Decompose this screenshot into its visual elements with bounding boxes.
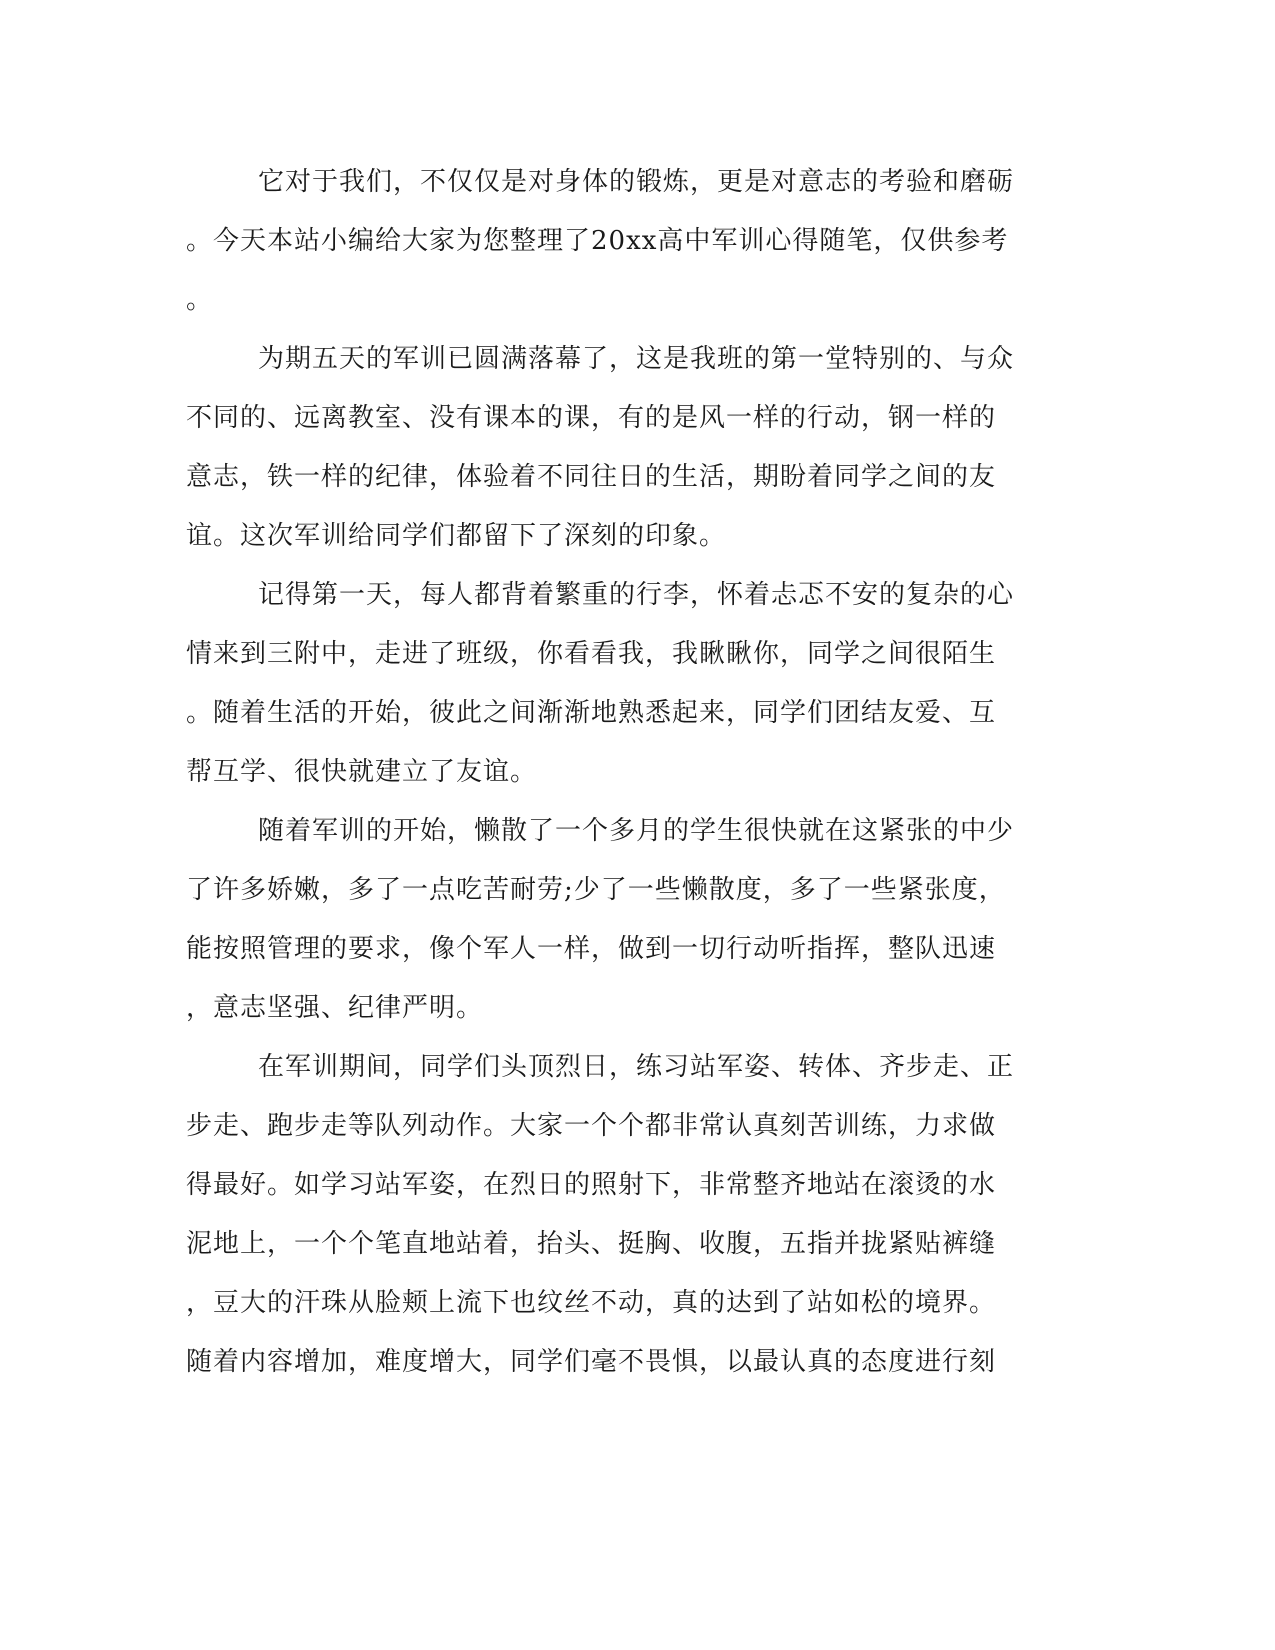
- text-line: 记得第一天，每人都背着繁重的行李，怀着忐忑不安的复杂的心: [258, 580, 1015, 610]
- text-line: 意志，铁一样的纪律，体验着不同往日的生活，期盼着同学之间的友: [186, 462, 997, 492]
- text-line: 。今天本站小编给大家为您整理了20xx高中军训心得随笔，仅供参考: [186, 226, 1009, 256]
- text-line: 它对于我们，不仅仅是对身体的锻炼，更是对意志的考验和磨砺: [258, 167, 1015, 197]
- text-line: 在军训期间，同学们头顶烈日，练习站军姿、转体、齐步走、正: [258, 1052, 1015, 1082]
- text-line: 能按照管理的要求，像个军人一样，做到一切行动听指挥，整队迅速: [186, 934, 997, 964]
- text-line: 步走、跑步走等队列动作。大家一个个都非常认真刻苦训练，力求做: [186, 1111, 997, 1141]
- text-line: 。随着生活的开始，彼此之间渐渐地熟悉起来，同学们团结友爱、互: [186, 698, 997, 728]
- text-line: 随着内容增加，难度增大，同学们毫不畏惧，以最认真的态度进行刻: [186, 1347, 997, 1377]
- text-line: 了许多娇嫩，多了一点吃苦耐劳;少了一些懒散度，多了一些紧张度，: [186, 875, 1006, 905]
- text-line: 帮互学、很快就建立了友谊。: [186, 757, 538, 787]
- text-line: 泥地上，一个个笔直地站着，抬头、挺胸、收腹，五指并拢紧贴裤缝: [186, 1229, 997, 1259]
- text-line: 为期五天的军训已圆满落幕了，这是我班的第一堂特别的、与众: [258, 344, 1015, 374]
- text-line: 不同的、远离教室、没有课本的课，有的是风一样的行动，钢一样的: [186, 403, 997, 433]
- text-line: ，意志坚强、纪律严明。: [186, 993, 484, 1023]
- text-line: ，豆大的汗珠从脸颊上流下也纹丝不动，真的达到了站如松的境界。: [186, 1288, 997, 1318]
- text-line: 情来到三附中，走进了班级，你看看我，我瞅瞅你，同学之间很陌生: [186, 639, 997, 669]
- text-line: 谊。这次军训给同学们都留下了深刻的印象。: [186, 521, 727, 551]
- text-line: 。: [186, 285, 214, 315]
- text-line: 得最好。如学习站军姿，在烈日的照射下，非常整齐地站在滚烫的水: [186, 1170, 997, 1200]
- text-line: 随着军训的开始，懒散了一个多月的学生很快就在这紧张的中少: [258, 816, 1015, 846]
